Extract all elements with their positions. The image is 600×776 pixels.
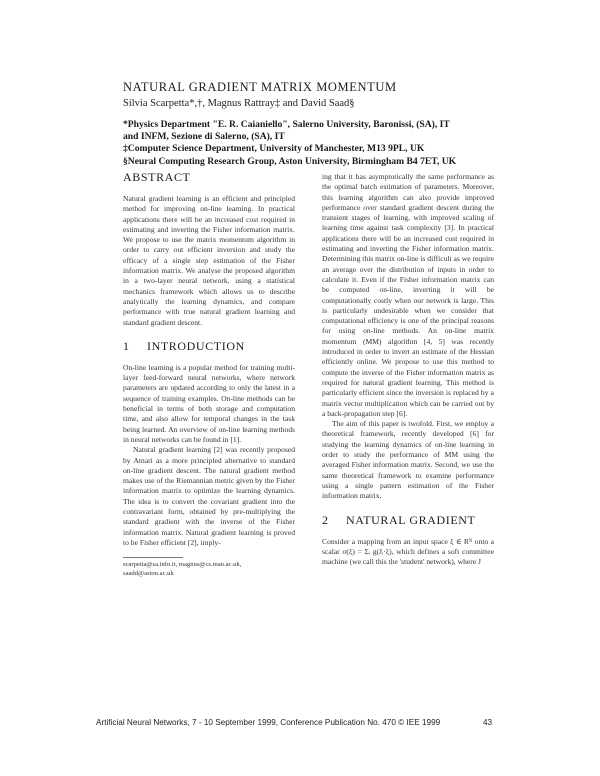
right-column	[322, 172, 494, 567]
intro-paragraph: The aim of this paper is twofold. First, we employ a theoretical framework, recently developed [6] for studying the learning dynamics of on-line learning in order to study the performance of MM using the averaged Fisher information matrix. Second, we use the same theoretical framework to examine performance using a single pattern estimation of the Fisher information matrix.	[322, 419, 494, 501]
affiliation-line: *Physics Department "E. R. Caianiello", Salerno University, Baronissi, (SA), IT	[123, 119, 450, 130]
abstract-heading: ABSTRACT	[123, 170, 191, 184]
abstract-text: Natural gradient learning is an efficient and principled method for improving on-line learning. In practical applications there will be an increased cost required in estimating and inverting the Fisher information matrix. We propose to use the matrix momentum algorithm in order to carry out efficient inversion and study the efficacy of a single step estimation of the Fisher information matrix. We analyse the proposed algorithm in a two-layer neural network, using a statistical mechanics framework which allows us to describe analytically the learning dynamics, and compare performance with true natural gradient learning and standard gradient descent.	[123, 194, 295, 327]
intro-paragraph: Natural gradient learning [2] was recently proposed by Amari as a more principled alternative to standard on-line gradient descent. The natural gradient method makes use of the Riemannian metric given by the Fisher information matrix to optimize the learning dynamics. The idea is to convert the covariant gradient into the contravariant form, obtained by pre-multiplying the standard gradient with the inverse of the Fisher information matrix. Natural gradient learning is proved to be Fisher efficient [2], imply-	[123, 445, 295, 547]
footnote-divider	[123, 557, 183, 558]
section2-paragraph: Consider a mapping from an input space ξ ∈ Rᴺ onto a scalar σ(ξ) = Σᵢ g(Jᵢ·ξ), which defines a soft committee machine (we call this the 'student' network), where J	[322, 536, 494, 567]
paper-title: NATURAL GRADIENT MATRIX MOMENTUM	[123, 80, 397, 94]
conference-footer: Artificial Neural Networks, 7 - 10 September 1999, Conference Publication No. 470 © IEE 1999	[96, 718, 441, 727]
paper-authors: Silvia Scarpetta*,†, Magnus Rattray‡ and David Saad§	[123, 98, 355, 109]
left-column	[123, 170, 295, 578]
intro-heading	[123, 339, 295, 354]
intro-paragraph: On-line learning is a popular method for training multi-layer feed-forward neural networks, where network parameters are updated according to only the latest in a sequence of training examples. On-line methods can be beneficial in terms of both storage and computation time, and also allow for temporal changes in the task being learned. An overview of on-line learning methods in neural networks can be found in [1].	[123, 362, 295, 444]
footnote-line: scarpetta@sa.infn.it, magnus@cs.man.ac.uk,	[123, 561, 242, 569]
section-number: 2	[322, 512, 329, 527]
affiliation-line: ‡Computer Science Department, University of Manchester, M13 9PL, UK	[123, 143, 425, 155]
affiliation-line: §Neural Computing Research Group, Aston University, Birmingham B4 7ET, UK	[123, 155, 457, 167]
page-number: 43	[483, 718, 493, 727]
section-number: 1	[123, 338, 130, 353]
intro-paragraph: ing that it has asymptotically the same performance as the optimal batch estimation of parameters. Moreover, this learning algorithm can also provide improved performance over standard gradient descent during the transient stages of learning, with improved scaling of learning time against task complexity [3]. In practical applications there will be an increased cost required in estimating and inverting the Fisher information matrix. Determining this matrix on-line is difficult as we require an average over the distribution of inputs in order to calculate it. Even if the Fisher information matrix can be computed on-line, inverting it will be computationally costly when our network is large. This is particularly undesirable when we consider that computational efficiency is one of the principal reasons for using on-line methods. An on-line matrix momentum (MM) algorithm [4, 5] was recently introduced in order to invert an estimate of the Hessian efficiently online. We propose to use this method to compute the inverse of the Fisher information matrix as required for natural gradient learning. This method is particularly efficient since the inversion is replaced by a matrix vector multiplication which can be carried out by a back-propagation step [6].	[322, 172, 494, 418]
section-title: NATURAL GRADIENT	[346, 512, 476, 527]
section2-heading	[322, 513, 494, 528]
affiliations	[123, 119, 503, 168]
section-title: INTRODUCTION	[147, 338, 245, 353]
footnote-line: saadd@aston.ac.uk	[123, 569, 174, 577]
affiliation-line: and INFM, Sezione di Salerno, (SA), IT	[123, 131, 285, 143]
